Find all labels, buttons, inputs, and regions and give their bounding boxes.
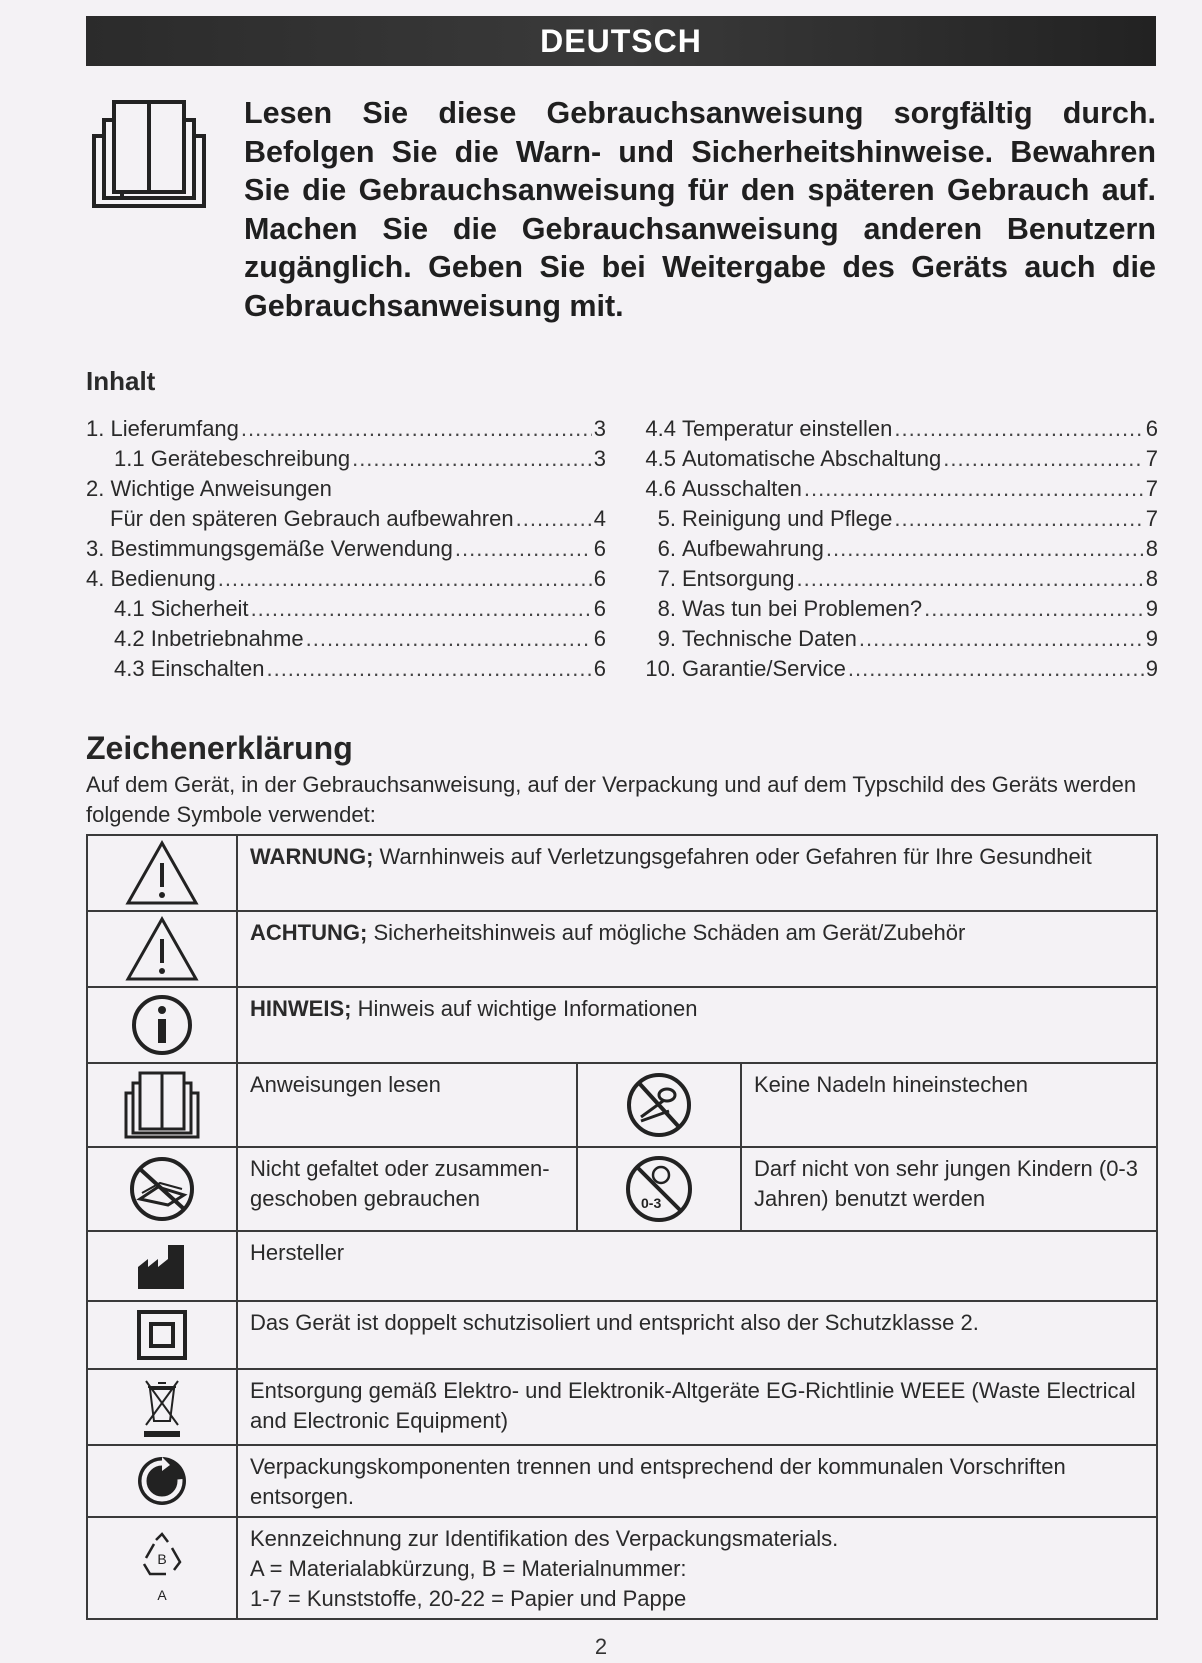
- toc-entry: 7. Entsorgung ..... 8: [636, 564, 1158, 594]
- table-row: [87, 987, 1157, 1063]
- info-icon: [87, 987, 237, 1063]
- table-row: [87, 1301, 1157, 1369]
- no-folding-label: Nicht gefaltet oder zusammen-geschoben gebrauchen: [237, 1147, 577, 1231]
- toc-entry: 5. Reinigung und Pflege ..... 7: [636, 504, 1158, 534]
- table-row: [87, 1063, 1157, 1147]
- weee-label: Entsorgung gemäß Elektro- und Elektronik-Altgeräte EG-Richtlinie WEEE (Waste Electrical and Electronic Equipment): [237, 1369, 1157, 1445]
- manufacturer-icon: [87, 1231, 237, 1301]
- double-insulation-icon: [87, 1301, 237, 1369]
- manufacturer-label: Hersteller: [237, 1231, 1157, 1301]
- toc-right-column: [636, 414, 1158, 684]
- page-number: 2: [594, 1634, 608, 1659]
- packaging-id-description: Kennzeichnung zur Identifikation des Verpackungsmaterials. A = Materialabkürzung, B = Materialnummer: 1-7 = Kunststoffe, 20-22 = Papier und Pappe: [237, 1517, 1157, 1619]
- warning-triangle-icon: [87, 835, 237, 911]
- table-row: [87, 835, 1157, 911]
- toc-entry: 4.5 Automatische Abschaltung ..... 7: [636, 444, 1158, 474]
- note-description: HINWEIS; Hinweis auf wichtige Informationen: [237, 987, 1157, 1063]
- toc-entry: 4.2 Inbetriebnahme ..... 6: [86, 624, 606, 654]
- packaging-separation-label: Verpackungskomponenten trennen und entsprechend der kommunalen Vorschriften entsorgen.: [237, 1445, 1157, 1517]
- read-instructions-label: Anweisungen lesen: [237, 1063, 577, 1147]
- recycling-triangle-icon: [87, 1517, 237, 1619]
- double-insulation-label: Das Gerät ist doppelt schutzisoliert und entspricht also der Schutzklasse 2.: [237, 1301, 1157, 1369]
- recycle-b-label: B: [157, 1551, 167, 1567]
- no-folding-icon: [87, 1147, 237, 1231]
- symbols-section-description: Auf dem Gerät, in der Gebrauchsanweisung, auf der Verpackung und auf dem Typschild des Geräts werden folgende Symbole verwendet:: [86, 772, 1137, 827]
- no-needles-icon: [577, 1063, 741, 1147]
- table-row: [87, 1147, 1157, 1231]
- caution-triangle-icon: [87, 911, 237, 987]
- toc-entry: Für den späteren Gebrauch aufbewahren ..... 4: [86, 504, 606, 534]
- weee-bin-icon: [87, 1369, 237, 1445]
- table-row: [87, 911, 1157, 987]
- toc-entry: 6. Aufbewahrung ..... 8: [636, 534, 1158, 564]
- toc-entry: 1.1 Gerätebeschreibung ..... 3: [86, 444, 606, 474]
- caution-description: ACHTUNG; Sicherheitshinweis auf mögliche Schäden am Gerät/Zubehör: [237, 911, 1157, 987]
- table-row: [87, 1369, 1157, 1445]
- no-needles-label: Keine Nadeln hineinstechen: [741, 1063, 1157, 1147]
- toc-entry: 10. Garantie/Service ..... 9: [636, 654, 1158, 684]
- no-children-icon: [577, 1147, 741, 1231]
- read-instructions-icon: [86, 100, 212, 208]
- language-banner: DEUTSCH: [86, 16, 1156, 66]
- toc-entry: 9. Technische Daten ..... 9: [636, 624, 1158, 654]
- recycle-a-label: A: [157, 1587, 167, 1603]
- green-dot-icon: [87, 1445, 237, 1517]
- warning-description: WARNUNG; Warnhinweis auf Verletzungsgefahren oder Gefahren für Ihre Gesundheit: [237, 835, 1157, 911]
- table-row: [87, 1231, 1157, 1301]
- age-range-label: 0-3: [641, 1195, 662, 1211]
- toc-entry: 4.3 Einschalten ..... 6: [86, 654, 606, 684]
- toc-entry: 4.4 Temperatur einstellen ..... 6: [636, 414, 1158, 444]
- read-instructions-icon: [87, 1063, 237, 1147]
- symbols-section-title: Zeichenerklärung: [86, 730, 353, 766]
- intro-warning-text: Lesen Sie diese Gebrauchsanweisung sorgfältig durch. Befolgen Sie die Warn- und Sicherheitshinweise. Bewahren Sie die Gebrauchsanweisung für den späteren Gebrauch auf. Machen Sie die Gebrauchsanweisung anderen Benutzern zugänglich. Geben Sie bei Weitergabe des Geräts auch die Gebrauchsanweisung mit.: [244, 96, 1156, 323]
- symbols-table: [86, 834, 1158, 1620]
- toc-heading: Inhalt: [86, 366, 156, 396]
- toc-entry: 1. Lieferumfang ..... 3: [86, 414, 606, 444]
- table-row: [87, 1517, 1157, 1619]
- no-children-label: Darf nicht von sehr jungen Kindern (0-3 Jahren) benutzt werden: [741, 1147, 1157, 1231]
- toc-entry: 3. Bestimmungsgemäße Verwendung ..... 6: [86, 534, 606, 564]
- toc-entry: 4.6 Ausschalten ..... 7: [636, 474, 1158, 504]
- toc-entry: 2. Wichtige Anweisungen: [86, 476, 332, 501]
- toc-entry: 4. Bedienung ..... 6: [86, 564, 606, 594]
- toc-entry: 4.1 Sicherheit ..... 6: [86, 594, 606, 624]
- toc-entry: 8. Was tun bei Problemen? ..... 9: [636, 594, 1158, 624]
- toc-left-column: [86, 414, 606, 684]
- table-row: [87, 1445, 1157, 1517]
